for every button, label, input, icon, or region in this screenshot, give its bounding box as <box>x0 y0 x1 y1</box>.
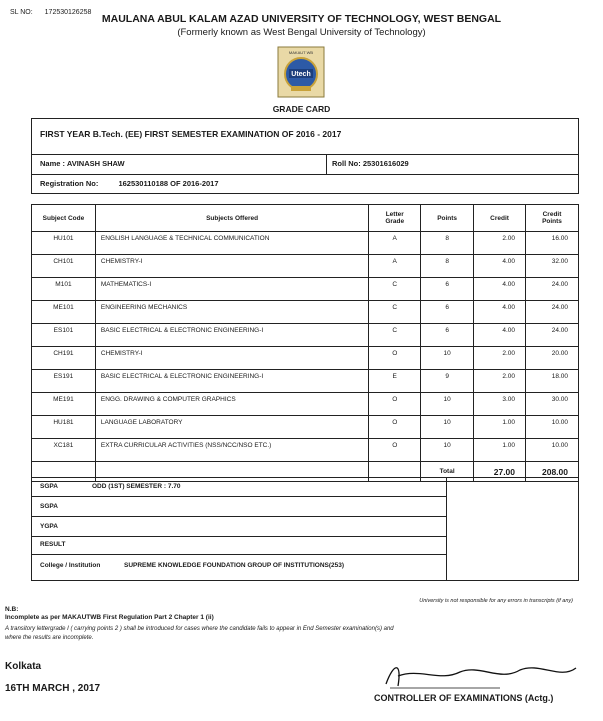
points-cell: 6 <box>421 278 474 301</box>
registration-label: Registration No: <box>40 179 99 188</box>
table-row <box>32 278 579 301</box>
subject-name-cell: ENGG. DRAWING & COMPUTER GRAPHICS <box>95 393 368 416</box>
university-logo <box>277 46 325 98</box>
roll-label: Roll No: <box>332 159 361 168</box>
table-header-row <box>32 205 579 232</box>
points-cell: 10 <box>421 393 474 416</box>
points-cell: 9 <box>421 370 474 393</box>
serial-number-label: SL NO: <box>10 9 33 16</box>
divider <box>32 154 578 155</box>
student-name <box>40 159 125 168</box>
serial-number-value: 172530126258 <box>44 9 92 16</box>
subject-code-cell: ME191 <box>32 393 96 416</box>
roll-value: 25301616029 <box>362 159 409 168</box>
subject-code-cell: CH191 <box>32 347 96 370</box>
subject-code-cell: M101 <box>32 278 96 301</box>
credit-points-cell: 16.00 <box>526 232 579 255</box>
credit-points-cell: 18.00 <box>526 370 579 393</box>
issue-place: Kolkata <box>5 661 42 672</box>
subject-code-cell: XC181 <box>32 439 96 462</box>
formerly-known-as: (Formerly known as West Bengal University of Technology) <box>177 27 426 38</box>
table-row <box>32 439 579 462</box>
credit-cell: 1.00 <box>474 439 526 462</box>
header-subject-code: Subject Code <box>32 205 96 232</box>
table-row <box>32 393 579 416</box>
table-row <box>32 347 579 370</box>
institution-value: SUPREME KNOWLEDGE FOUNDATION GROUP OF INSTITUTIONS(253) <box>124 562 345 569</box>
subject-name-cell: ENGINEERING MECHANICS <box>95 301 368 324</box>
letter-grade-cell: O <box>369 439 421 462</box>
disclaimer: University is not responsible for any errors in transcripts (if any) <box>419 598 573 604</box>
sgpa2-label: SGPA <box>40 503 58 510</box>
subject-code-cell: ME101 <box>32 301 96 324</box>
credit-cell: 4.00 <box>474 324 526 347</box>
name-label: Name : <box>40 159 66 168</box>
subject-name-cell: MATHEMATICS-I <box>95 278 368 301</box>
subject-name-cell: EXTRA CURRICULAR ACTIVITIES (NSS/NCC/NSO ETC.) <box>95 439 368 462</box>
credit-cell: 2.00 <box>474 232 526 255</box>
controller-title: CONTROLLER OF EXAMINATIONS (Actg.) <box>374 693 554 703</box>
credit-points-cell: 32.00 <box>526 255 579 278</box>
name-value: AVINASH SHAW <box>66 159 125 168</box>
divider <box>32 496 446 497</box>
table-row <box>32 324 579 347</box>
header-letter-grade: Letter Grade <box>369 205 421 232</box>
nb-label: N.B: <box>5 606 19 613</box>
total-label: Total <box>421 462 474 482</box>
credit-points-cell: 30.00 <box>526 393 579 416</box>
credit-cell: 3.00 <box>474 393 526 416</box>
student-info-box <box>31 118 579 194</box>
issue-date: 16TH MARCH , 2017 <box>5 683 101 694</box>
credit-points-cell: 24.00 <box>526 301 579 324</box>
exam-title: FIRST YEAR B.Tech. (EE) FIRST SEMESTER EXAMINATION OF 2016 - 2017 <box>40 129 342 139</box>
grades-table <box>31 204 579 482</box>
letter-grade-cell: A <box>369 255 421 278</box>
divider <box>32 174 578 175</box>
header-credit: Credit <box>474 205 526 232</box>
subject-code-cell: HU181 <box>32 416 96 439</box>
subject-name-cell: CHEMISTRY-I <box>95 255 368 278</box>
credit-points-cell: 20.00 <box>526 347 579 370</box>
letter-grade-cell: O <box>369 416 421 439</box>
letter-grade-cell: C <box>369 324 421 347</box>
total-credit: 27.00 <box>474 462 526 482</box>
sgpa-label: SGPA <box>40 483 58 490</box>
points-cell: 8 <box>421 232 474 255</box>
table-row <box>32 232 579 255</box>
letter-grade-cell: O <box>369 393 421 416</box>
divider <box>32 516 446 517</box>
logo-text: Utech <box>291 71 311 78</box>
credit-cell: 4.00 <box>474 301 526 324</box>
credit-cell: 2.00 <box>474 347 526 370</box>
subject-name-cell: BASIC ELECTRICAL & ELECTRONIC ENGINEERING-I <box>95 370 368 393</box>
credit-points-cell: 24.00 <box>526 324 579 347</box>
header-points: Points <box>421 205 474 232</box>
credit-points-cell: 10.00 <box>526 416 579 439</box>
credit-points-cell: 10.00 <box>526 439 579 462</box>
points-cell: 6 <box>421 301 474 324</box>
university-name: MAULANA ABUL KALAM AZAD UNIVERSITY OF TECHNOLOGY, WEST BENGAL <box>101 13 502 25</box>
letter-grade-cell: O <box>369 347 421 370</box>
ygpa-label: YGPA <box>40 523 58 530</box>
credit-cell: 2.00 <box>474 370 526 393</box>
points-cell: 6 <box>421 324 474 347</box>
controller-signature <box>380 658 580 690</box>
regulation-note: Incomplete as per MAKAUTWB First Regulation Part 2 Chapter 1 (ii) <box>5 614 214 621</box>
logo-top-text: MAKAUT WB <box>288 50 314 55</box>
divider <box>446 478 447 580</box>
divider <box>32 536 446 537</box>
header-credit-points: Credit Points <box>526 205 579 232</box>
table-row <box>32 255 579 278</box>
letter-grade-cell: A <box>369 232 421 255</box>
result-summary-box <box>31 477 579 581</box>
divider <box>32 554 446 555</box>
credit-cell: 1.00 <box>474 416 526 439</box>
subject-name-cell: LANGUAGE LABORATORY <box>95 416 368 439</box>
subject-code-cell: ES101 <box>32 324 96 347</box>
letter-grade-cell: C <box>369 301 421 324</box>
letter-grade-cell: E <box>369 370 421 393</box>
subject-name-cell: ENGLISH LANGUAGE & TECHNICAL COMMUNICATION <box>95 232 368 255</box>
subject-name-cell: CHEMISTRY-I <box>95 347 368 370</box>
transitory-grade-note: A transitory lettergrade I ( carrying points 2 ) shall be introduced for cases where the candidate fails to appear in End Semester examination(s) and <box>5 626 394 632</box>
grade-card-title: GRADE CARD <box>272 104 331 114</box>
subject-code-cell: ES191 <box>32 370 96 393</box>
subject-name-cell: BASIC ELECTRICAL & ELECTRONIC ENGINEERING-I <box>95 324 368 347</box>
credit-cell: 4.00 <box>474 278 526 301</box>
registration-value: 162530110188 OF 2016-2017 <box>118 179 219 188</box>
points-cell: 10 <box>421 439 474 462</box>
credit-cell: 4.00 <box>474 255 526 278</box>
subject-code-cell: HU101 <box>32 232 96 255</box>
letter-grade-cell: C <box>369 278 421 301</box>
points-cell: 10 <box>421 416 474 439</box>
sgpa-value: ODD (1ST) SEMESTER : 7.70 <box>92 483 181 490</box>
table-row <box>32 416 579 439</box>
points-cell: 10 <box>421 347 474 370</box>
result-label: RESULT <box>40 541 66 548</box>
table-row <box>32 301 579 324</box>
credit-points-cell: 24.00 <box>526 278 579 301</box>
registration-number <box>40 179 219 188</box>
total-credit-points: 208.00 <box>526 462 579 482</box>
institution-label: College / Institution <box>40 562 101 569</box>
table-row <box>32 370 579 393</box>
subject-code-cell: CH101 <box>32 255 96 278</box>
roll-number <box>332 159 409 168</box>
divider <box>326 154 327 174</box>
transitory-grade-note-cont: where the results are incomplete. <box>5 635 94 641</box>
header-subjects-offered: Subjects Offered <box>95 205 368 232</box>
points-cell: 8 <box>421 255 474 278</box>
